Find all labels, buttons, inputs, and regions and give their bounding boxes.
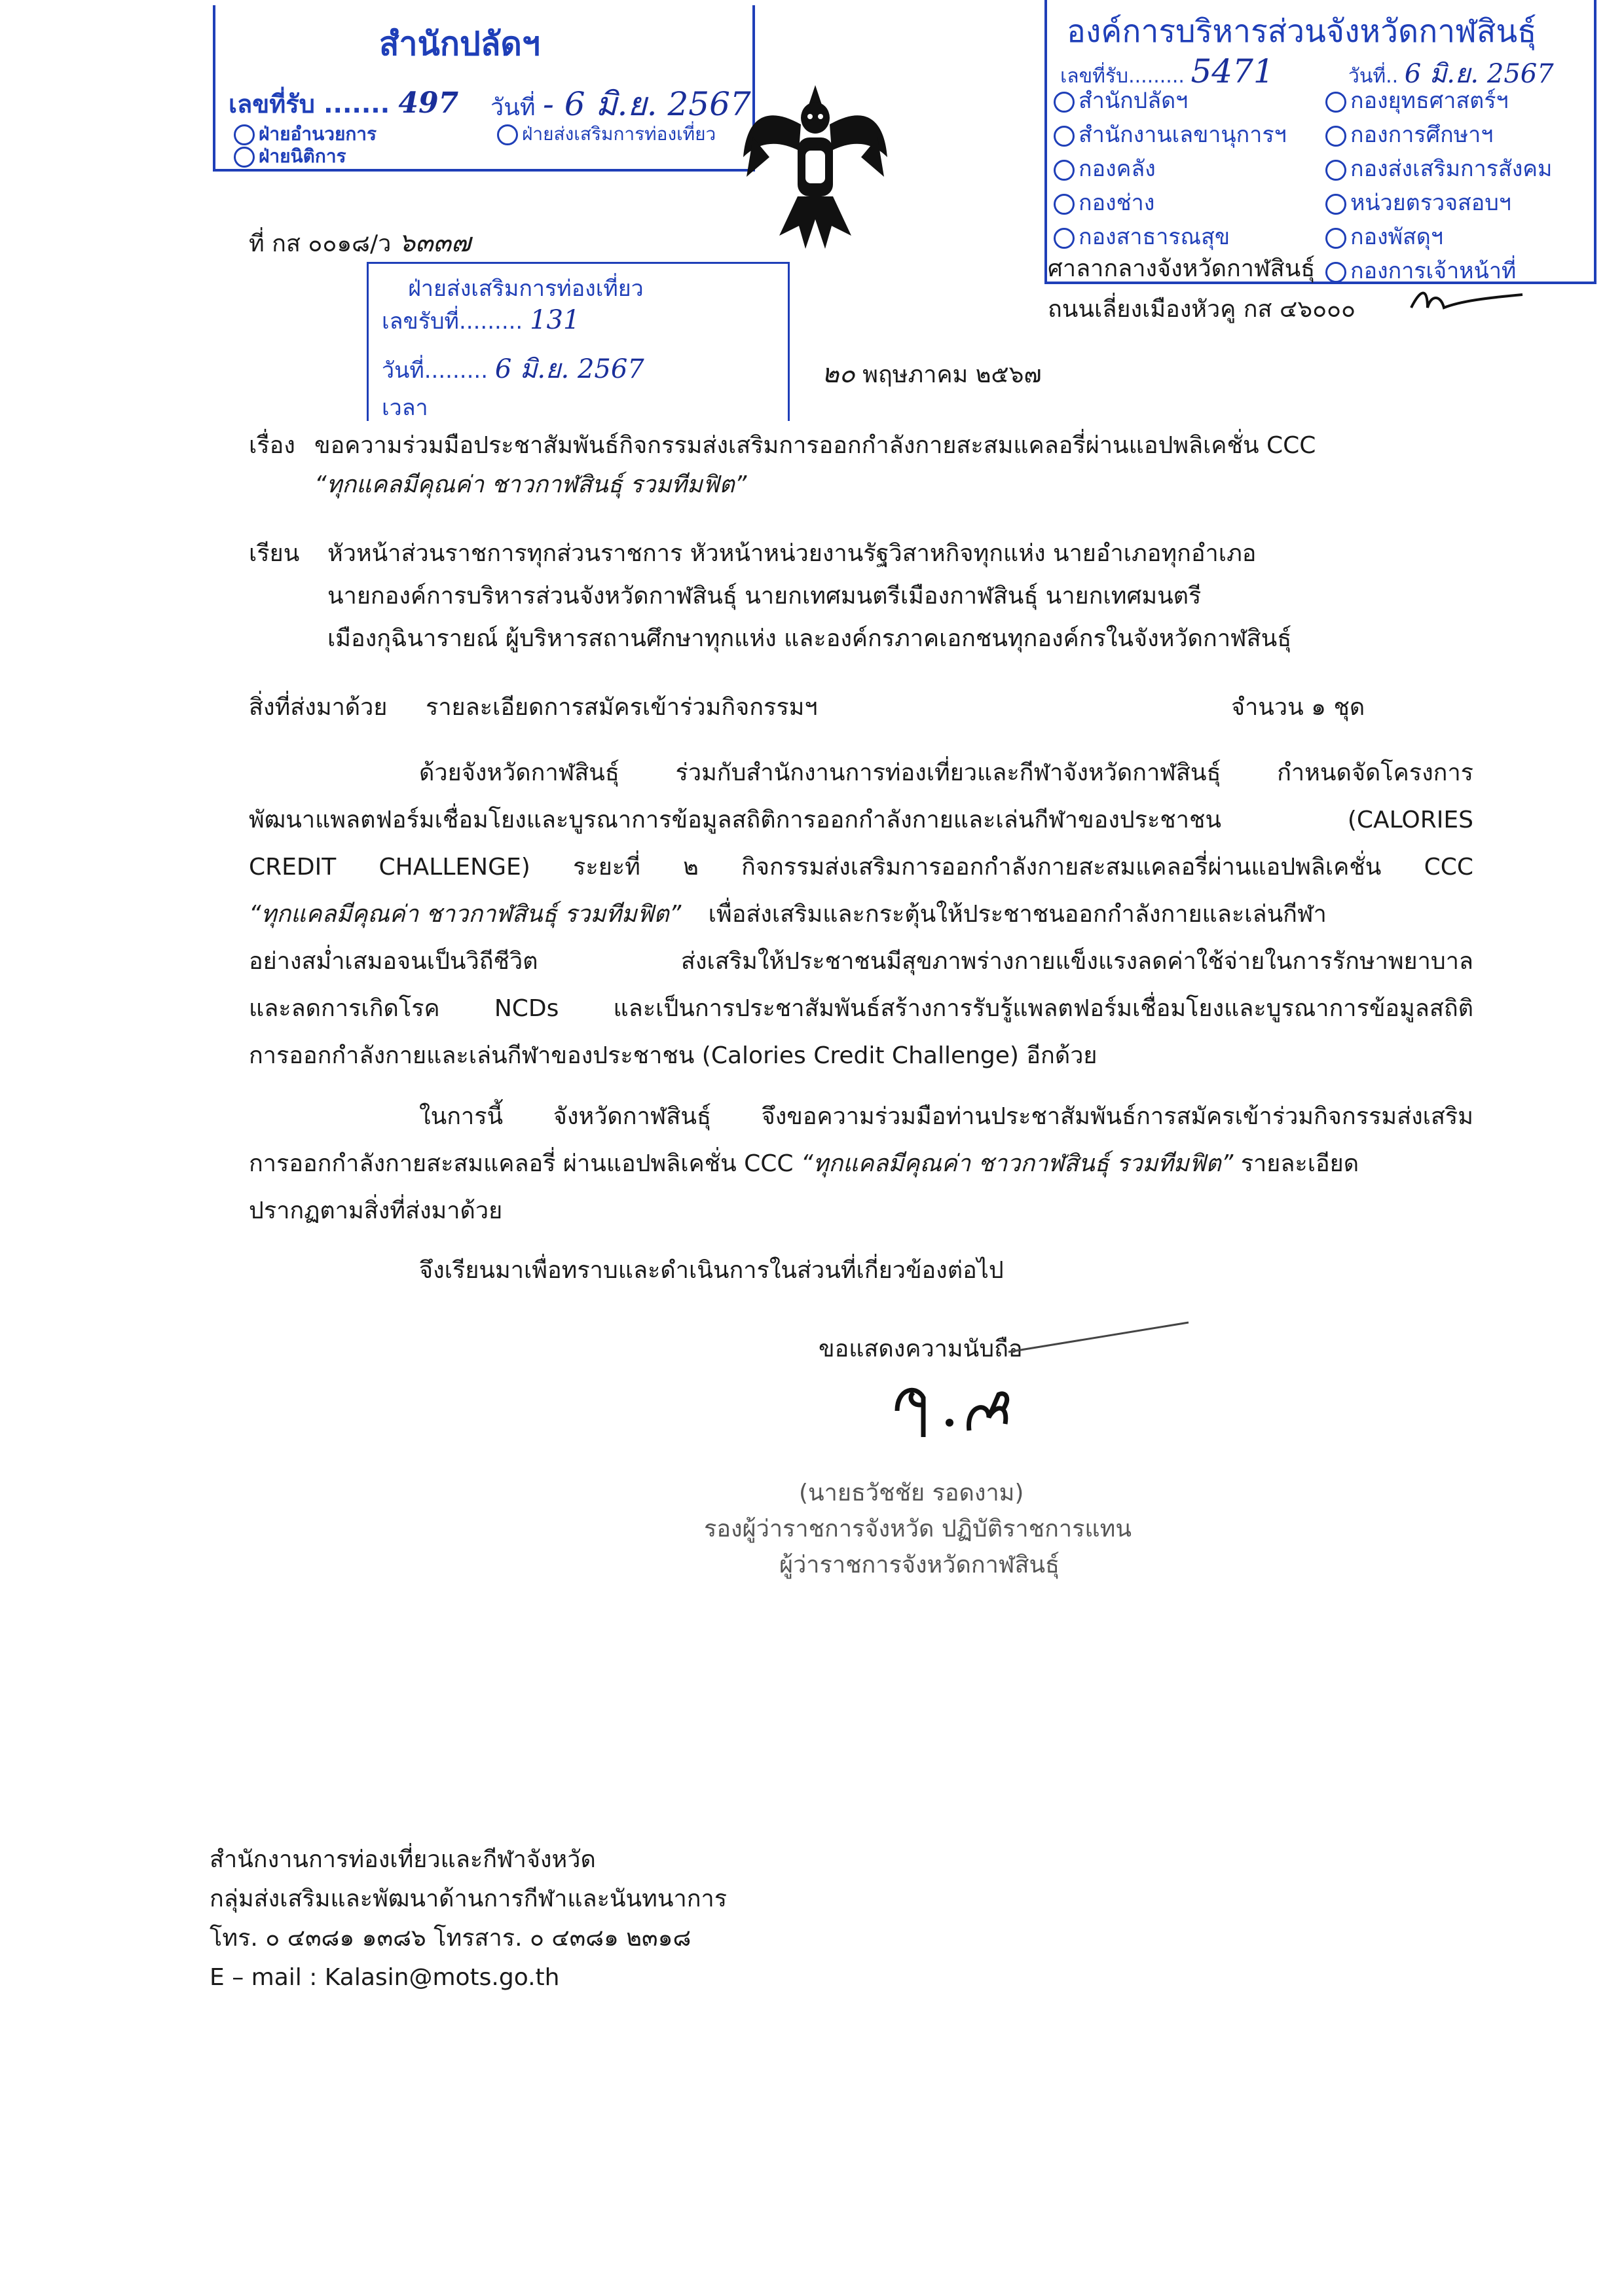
stamp-office-recv-label: เลขที่รับ <box>229 90 315 118</box>
stamp-pao-options-left <box>1054 84 1287 254</box>
letter-date: พฤษภาคม ๒๕๖๗ <box>862 361 1042 388</box>
p3-text: จึงเรียนมาเพื่อทราบและดำเนินการในส่วนที่เกี่ยวข้องต่อไป <box>419 1257 1004 1284</box>
p1-line2: CREDIT CHALLENGE) ระยะที่ ๒ กิจกรรมส่งเสริมการออกกำลังกายสะสมแคลอรี่ผ่านแอปพลิเคชั่น CCC <box>249 854 1473 881</box>
closing-text: ขอแสดงความนับถือ <box>819 1336 1023 1362</box>
letter-date-row <box>822 354 1042 395</box>
stamp-pao-date-row: วันที่.. 6 มิ.ย. 2567 <box>1348 59 1554 89</box>
stamp-office-secretary <box>213 5 755 172</box>
to-line1: หัวหน้าส่วนราชการทุกส่วนราชการ หัวหน้าหน่วยงานรัฐวิสาหกิจทุกแห่ง นายอำเภอทุกอำเภอ <box>327 540 1257 567</box>
stamp-office-date-label: วันที่ <box>490 94 536 121</box>
signer-name: (นายธวัชชัย รอดงาม) <box>799 1480 1024 1506</box>
stamp-pao-recv-no: 5471 <box>1190 52 1274 90</box>
enclosure-text: รายละเอียดการสมัครเข้าร่วมกิจกรรมฯ <box>426 694 818 721</box>
stamp-pao-left-0: สำนักปลัดฯ <box>1079 88 1189 114</box>
stamp-office-recv-no: 497 <box>398 86 459 120</box>
checkbox-circle-icon <box>234 124 255 145</box>
stamp-pao-left-3: กองช่าง <box>1079 190 1155 216</box>
stamp-office-date: - 6 มิ.ย. 2567 <box>543 85 751 123</box>
stamp-office-options-left <box>234 123 377 168</box>
signer-position2: ผู้ว่าราชการจังหวัดกาฬสินธุ์ <box>779 1552 1060 1578</box>
footer-office: สำนักงานการท่องเที่ยวและกีฬาจังหวัด <box>210 1846 596 1873</box>
stamp-pao-right-2: กองส่งเสริมการสังคม <box>1350 156 1553 182</box>
p2-line0: ในการนี้ จังหวัดกาฬสินธุ์ จึงขอความร่วมมือท่านประชาสัมพันธ์การสมัครเข้าร่วมกิจกรรมส่งเสริม <box>419 1103 1473 1130</box>
stamp-pao-right-1: กองการศึกษาฯ <box>1350 122 1494 148</box>
p1-line3 <box>249 894 1473 935</box>
p2-line1-end: รายละเอียด <box>1240 1150 1359 1177</box>
stamp-office-options-right <box>497 123 716 145</box>
stamp-office-opt3: ฝ่ายนิติการ <box>259 145 346 167</box>
ref-number-handwritten: ๖๓๓๗ <box>398 228 471 258</box>
garuda-emblem-icon <box>740 79 891 255</box>
stamp-tourism-recv-no: 131 <box>530 305 580 335</box>
stamp-tourism-recv-row: เลขรับที่......... 131 <box>382 305 580 335</box>
p1-campaign-name: “ทุกแคลมีคุณค่า ชาวกาฬสินธุ์ รวมทีมฟิต” <box>249 901 682 928</box>
checkbox-circle-icon <box>497 124 518 145</box>
subject-label: เรื่อง <box>249 432 295 459</box>
footer-phone: โทร. ๐ ๔๓๘๑ ๑๓๘๖ โทรสาร. ๐ ๔๓๘๑ ๒๓๑๘ <box>210 1925 692 1952</box>
signer-position1: รองผู้ว่าราชการจังหวัด ปฏิบัติราชการแทน <box>704 1516 1132 1542</box>
stamp-tourism-time-label: เวลา <box>382 395 428 421</box>
signature-icon <box>891 1319 1192 1453</box>
p2-line1-text: การออกกำลังกายสะสมแคลอรี่ ผ่านแอปพลิเคชั่น CCC <box>249 1150 794 1177</box>
stamp-pao-right-0: กองยุทธศาสตร์ฯ <box>1350 88 1509 114</box>
subject-line2: “ทุกแคลมีคุณค่า ชาวกาฬสินธุ์ รวมทีมฟิต” <box>314 471 747 498</box>
stamp-pao-date-label: วันที่ <box>1348 65 1386 88</box>
letter-date-day: ๒๐ <box>822 359 855 389</box>
footer-group: กลุ่มส่งเสริมและพัฒนาด้านการกีฬาและนันทนาการ <box>210 1886 728 1912</box>
enclosure-label: สิ่งที่ส่งมาด้วย <box>249 694 388 721</box>
stamp-pao-options-right <box>1325 84 1552 288</box>
stamp-pao <box>1044 0 1596 284</box>
p1-line0: ด้วยจังหวัดกาฬสินธุ์ ร่วมกับสำนักงานการท่องเที่ยวและกีฬาจังหวัดกาฬสินธุ์ กำหนดจัดโครงการ <box>419 759 1473 786</box>
p1-line4: อย่างสม่ำเสมอจนเป็นวิถีชีวิต ส่งเสริมให้ประชาชนมีสุขภาพร่างกายแข็งแรงลดค่าใช้จ่ายในการรักษาพยาบาล <box>249 948 1473 975</box>
stamp-pao-right-3: หน่วยตรวจสอบฯ <box>1350 190 1511 216</box>
checkbox-circle-icon <box>234 147 255 168</box>
stamp-pao-left-4: กองสาธารณสุข <box>1079 224 1230 250</box>
stamp-pao-recv-label: เลขที่รับ <box>1060 65 1129 88</box>
stamp-pao-left-2: กองคลัง <box>1079 156 1156 182</box>
stamp-pao-date: 6 มิ.ย. 2567 <box>1404 59 1554 89</box>
stamp-pao-recv-row: เลขที่รับ......... 5471 <box>1060 52 1274 90</box>
subject-line1: ขอความร่วมมือประชาสัมพันธ์กิจกรรมส่งเสริมการออกกำลังกายสะสมแคลอรี่ผ่านแอปพลิเคชั่น CCC <box>314 432 1316 459</box>
to-label: เรียน <box>249 540 300 567</box>
stamp-tourism-date-row: วันที่......... 6 มิ.ย. 2567 <box>382 354 644 384</box>
stamp-office-title: สำนักปลัดฯ <box>379 25 540 63</box>
to-line3: เมืองกุฉินารายณ์ ผู้บริหารสถานศึกษาทุกแห่ง และองค์กรภาคเอกชนทุกองค์กรในจังหวัดกาฬสินธุ์ <box>327 625 1292 652</box>
to-line2: นายกองค์การบริหารส่วนจังหวัดกาฬสินธุ์ นายกเทศมนตรีเมืองกาฬสินธุ์ นายกเทศมนตรี <box>327 583 1202 610</box>
stamp-tourism <box>367 262 790 421</box>
ref-number-row <box>249 223 471 264</box>
office-address-line2: ถนนเลี่ยงเมืองหัวคู กส ๔๖๐๐๐ <box>1048 296 1356 323</box>
p2-campaign-name: “ทุกแคลมีคุณค่า ชาวกาฬสินธุ์ รวมทีมฟิต” <box>801 1150 1234 1177</box>
stamp-office-recv-row: เลขที่รับ ....... 497 <box>229 86 459 120</box>
stamp-tourism-date-label: วันที่ <box>382 357 424 384</box>
p1-line1: พัฒนาแพลตฟอร์มเชื่อมโยงและบูรณาการข้อมูลสถิติการออกกำลังกายและเล่นกีฬาของประชาชน (CALORIES <box>249 807 1473 833</box>
stamp-office-opt2: ฝ่ายส่งเสริมการท่องเที่ยว <box>522 123 716 145</box>
office-address-line1: ศาลากลางจังหวัดกาฬสินธุ์ <box>1048 255 1316 282</box>
stamp-pao-right-4: กองพัสดุฯ <box>1350 224 1443 250</box>
stamp-pao-left-1: สำนักงานเลขานุการฯ <box>1079 122 1287 148</box>
p2-line1 <box>249 1144 1473 1184</box>
stamp-tourism-date: 6 มิ.ย. 2567 <box>494 354 644 384</box>
p1-line3-text: เพื่อส่งเสริมและกระตุ้นให้ประชาชนออกกำลังกายและเล่นกีฬา <box>708 901 1327 928</box>
initial-signature-icon <box>1408 282 1526 323</box>
stamp-tourism-title: ฝ่ายส่งเสริมการท่องเที่ยว <box>408 276 644 302</box>
stamp-office-opt1: ฝ่ายอำนวยการ <box>259 123 377 145</box>
p2-line2: ปรากฏตามสิ่งที่ส่งมาด้วย <box>249 1197 503 1224</box>
footer-email: E – mail : Kalasin@mots.go.th <box>210 1964 560 1991</box>
stamp-tourism-recv-label: เลขรับที่ <box>382 308 459 335</box>
stamp-pao-right-5: กองการเจ้าหน้าที่ <box>1350 258 1517 284</box>
ref-number: ที่ กส ๐๐๑๘/ว <box>249 230 392 257</box>
stamp-tourism-time-row <box>382 390 428 425</box>
enclosure-qty: จำนวน ๑ ชุด <box>1231 694 1365 721</box>
p1-line5: และลดการเกิดโรค NCDs และเป็นการประชาสัมพันธ์สร้างการรับรู้แพลตฟอร์มเชื่อมโยงและบูรณาการข้อมูลสถิติ <box>249 995 1473 1022</box>
stamp-pao-title: องค์การบริหารส่วนจังหวัดกาฬสินธุ์ <box>1067 13 1537 50</box>
p1-line6: การออกกำลังกายและเล่นกีฬาของประชาชน (Calories Credit Challenge) อีกด้วย <box>249 1042 1098 1069</box>
